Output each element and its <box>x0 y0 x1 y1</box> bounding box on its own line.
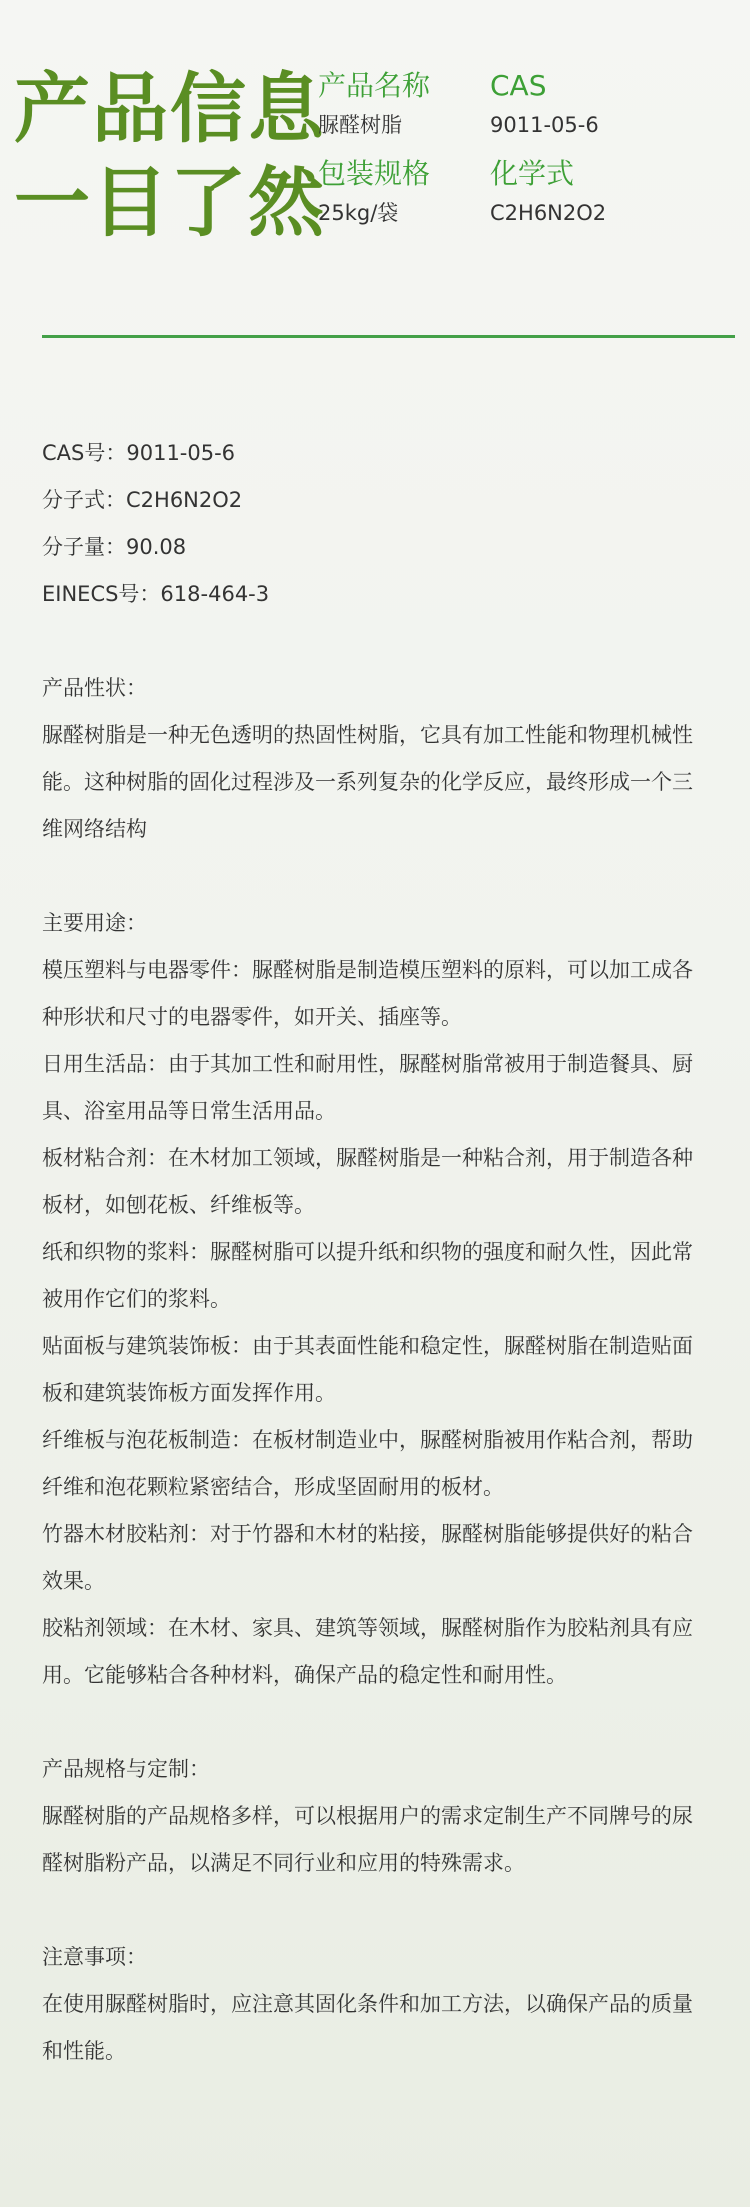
uses-heading: 主要用途： <box>42 911 147 935</box>
spec-einecs: EINECS号：618-464-3 <box>42 582 270 606</box>
customization-heading: 产品规格与定制： <box>42 1757 210 1781</box>
formula-block <box>490 156 660 228</box>
notes-text: 在使用脲醛树脂时，应注意其固化条件和加工方法，以确保产品的质量和性能。 <box>42 1992 693 2063</box>
use-item: 纤维板与泡花板制造：在板材制造业中，脲醛树脂被用作粘合剂，帮助纤维和泡花颗粒紧密结合，形成坚固耐用的板材。 <box>42 1428 693 1499</box>
use-item: 竹器木材胶粘剂：对于竹器和木材的粘接，脲醛树脂能够提供好的粘合效果。 <box>42 1522 693 1593</box>
package-value: 25kg/袋 <box>318 201 399 225</box>
use-item: 贴面板与建筑装饰板：由于其表面性能和稳定性，脲醛树脂在制造贴面板和建筑装饰板方面发挥作用。 <box>42 1334 693 1405</box>
cas-block <box>490 68 660 140</box>
section-gap <box>42 618 702 665</box>
product-info-grid <box>318 68 738 248</box>
hero-title-line-1: 产品信息 <box>14 64 326 153</box>
product-name-block <box>318 68 488 140</box>
section-gap <box>42 1699 702 1746</box>
hero-title-line-2: 一目了然 <box>14 158 326 247</box>
cas-value: 9011-05-6 <box>490 113 599 137</box>
product-name-value: 脲醛树脂 <box>318 113 402 137</box>
product-name-label: 产品名称 <box>318 69 431 102</box>
product-description <box>42 430 702 2075</box>
properties-text: 脲醛树脂是一种无色透明的热固性树脂，它具有加工性能和物理机械性能。这种树脂的固化过程涉及一系列复杂的化学反应，最终形成一个三维网络结构 <box>42 723 693 841</box>
use-item: 胶粘剂领域：在木材、家具、建筑等领域，脲醛树脂作为胶粘剂具有应用。它能够粘合各种材料，确保产品的稳定性和耐用性。 <box>42 1616 693 1687</box>
customization-text: 脲醛树脂的产品规格多样，可以根据用户的需求定制生产不同牌号的尿醛树脂粉产品，以满足不同行业和应用的特殊需求。 <box>42 1804 693 1875</box>
properties-heading: 产品性状： <box>42 676 147 700</box>
package-block <box>318 156 488 228</box>
notes-heading: 注意事项： <box>42 1945 147 1969</box>
hero-title <box>14 62 326 250</box>
spec-cas: CAS号：9011-05-6 <box>42 441 236 465</box>
use-item: 纸和织物的浆料：脲醛树脂可以提升纸和织物的强度和耐久性，因此常被用作它们的浆料。 <box>42 1240 693 1311</box>
use-item: 日用生活品：由于其加工性和耐用性，脲醛树脂常被用于制造餐具、厨具、浴室用品等日常生活用品。 <box>42 1052 693 1123</box>
green-divider <box>42 335 735 338</box>
use-item: 模压塑料与电器零件：脲醛树脂是制造模压塑料的原料，可以加工成各种形状和尺寸的电器零件，如开关、插座等。 <box>42 958 693 1029</box>
use-item: 板材粘合剂：在木材加工领域，脲醛树脂是一种粘合剂，用于制造各种板材，如刨花板、纤维板等。 <box>42 1146 693 1217</box>
package-label: 包装规格 <box>318 157 431 190</box>
formula-label: 化学式 <box>490 157 575 190</box>
spec-weight: 分子量：90.08 <box>42 535 187 559</box>
section-gap <box>42 853 702 900</box>
section-gap <box>42 1887 702 1934</box>
cas-label: CAS <box>490 69 547 102</box>
spec-formula: 分子式：C2H6N2O2 <box>42 488 243 512</box>
formula-value: C2H6N2O2 <box>490 201 607 225</box>
